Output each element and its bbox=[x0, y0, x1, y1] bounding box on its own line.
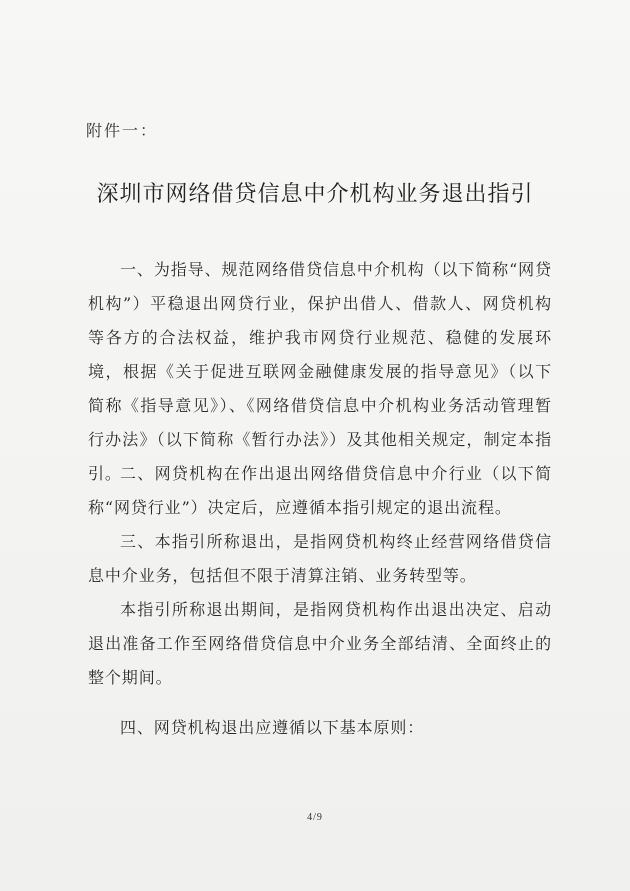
attachment-label: 附件一： bbox=[86, 121, 159, 140]
page-number: 4/9 bbox=[307, 812, 323, 823]
paragraph-2: 二、网贷机构在作出退出网络借贷信息中介行业（以下简称“网贷行业”）决定后，应遵循本指引规定的退出流程。 bbox=[88, 464, 552, 517]
paragraph-3: 三、本指引所称退出，是指网贷机构终止经营网络借贷信息中介业务，包括但不限于清算注销、业务转型等。 bbox=[88, 532, 552, 585]
document-title: 深圳市网络借贷信息中介机构业务退出指引 bbox=[96, 182, 534, 207]
paragraph-4: 本指引所称退出期间，是指网贷机构作出退出决定、启动退出准备工作至网络借贷信息中介业务全部结清、全面终止的整个期间。 bbox=[88, 600, 552, 687]
paragraph-1: 一、为指导、规范网络借贷信息中介机构（以下简称“网贷机构”）平稳退出网贷行业，保护出借人、借款人、网贷机构等各方的合法权益，维护我市网贷行业规范、稳健的发展环境，根据《关于促进互联网金融健康发展的指导意见》（以下简称《指导意见》）、《网络借贷信息中介机构业务活动管理暂行办法》（以下简称《暂行办法》）及其他相关规定，制定本指引。 bbox=[88, 260, 552, 483]
paragraph-5: 四、网贷机构退出应遵循以下基本原则： bbox=[120, 718, 425, 737]
